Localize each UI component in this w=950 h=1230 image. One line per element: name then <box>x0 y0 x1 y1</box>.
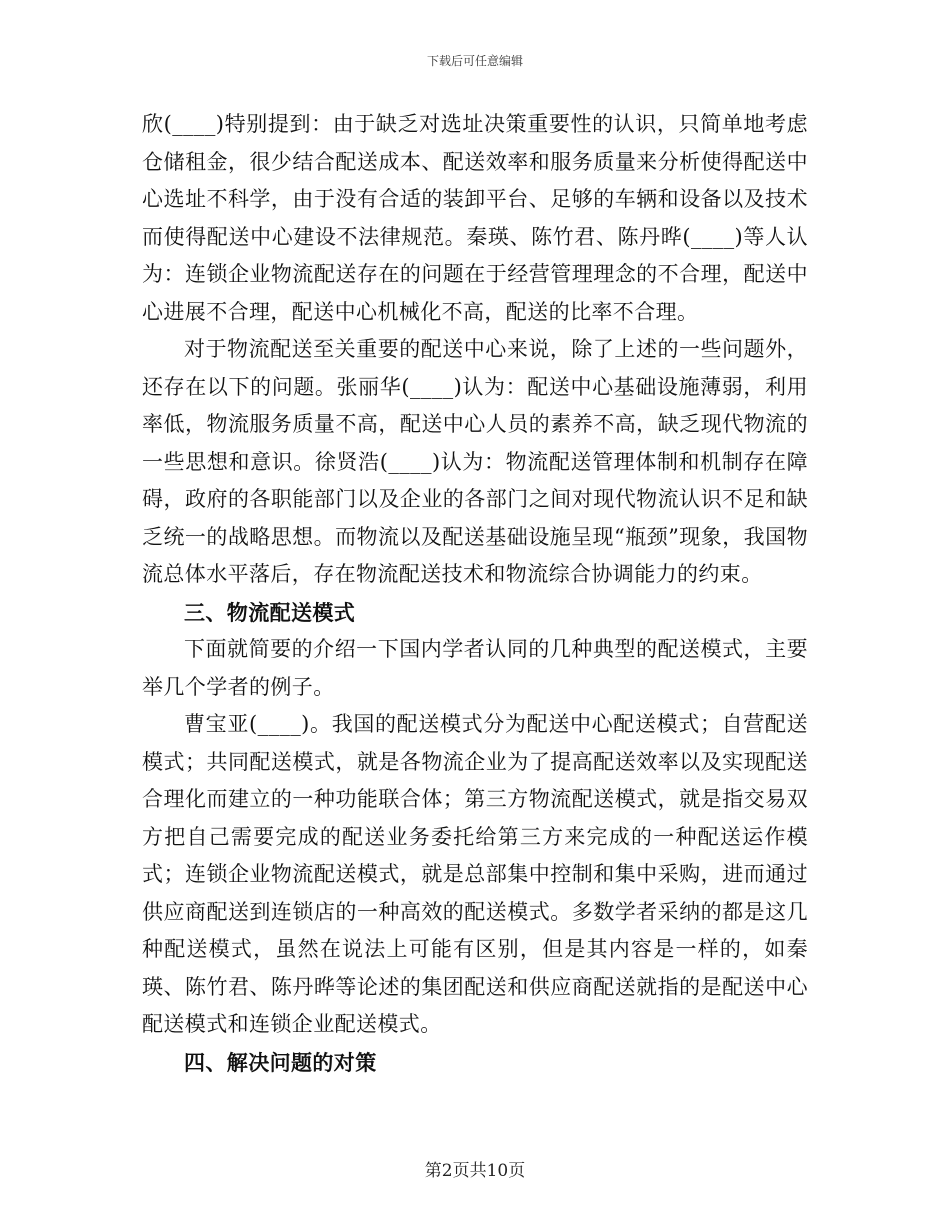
paragraph-4: 曹宝亚(____)。我国的配送模式分为配送中心配送模式；自营配送模式；共同配送模式，就是各物流企业为了提高配送效率以及实现配送合理化而建立的一种功能联合体；第三方物流配送模式，就是指交易双方把自己需要完成的配送业务委托给第三方来完成的一种配送运作模式；连锁企业物流配送模式，就是总部集中控制和集中采购，进而通过供应商配送到连锁店的一种高效的配送模式。多数学者采纳的都是这几种配送模式，虽然在说法上可能有区别，但是其内容是一样的，如秦瑛、陈竹君、陈丹晔等论述的集团配送和供应商配送就指的是配送中心配送模式和连锁企业配送模式。 <box>142 712 808 1036</box>
page-number: 第2页共10页 <box>424 1161 526 1181</box>
page-header: 下载后可任意编辑 <box>426 54 523 68</box>
paragraph-1: 欣(____)特别提到：由于缺乏对选址决策重要性的认识，只简单地考虑仓储租金，很少结合配送成本、配送效率和服务质量来分析使得配送中心选址不科学，由于没有合适的装卸平台、足够的车辆和设备以及技术而使得配送中心建设不法律规范。秦瑛、陈竹君、陈丹晔(____)等人认为：连锁企业物流配送存在的问题在于经营管理理念的不合理，配送中心进展不合理，配送中心机械化不高，配送的比率不合理。 <box>142 112 808 324</box>
document-body <box>142 106 808 1081</box>
paragraph-2: 对于物流配送至关重要的配送中心来说，除了上述的一些问题外，还存在以下的问题。张丽华(____)认为：配送中心基础设施薄弱，利用率低，物流服务质量不高，配送中心人员的素养不高，缺乏现代物流的一些思想和意识。徐贤浩(____)认为：物流配送管理体制和机制存在障碍，政府的各职能部门以及企业的各部门之间对现代物流认识不足和缺乏统一的战略思想。而物流以及配送基础设施呈现“瓶颈”现象，我国物流总体水平落后，存在物流配送技术和物流综合协调能力的约束。 <box>142 337 808 586</box>
paragraph-3: 下面就简要的介绍一下国内学者认同的几种典型的配送模式，主要举几个学者的例子。 <box>142 637 808 699</box>
section-heading-4: 四、解决问题的对策 <box>184 1049 377 1075</box>
section-heading-3: 三、物流配送模式 <box>184 599 356 625</box>
